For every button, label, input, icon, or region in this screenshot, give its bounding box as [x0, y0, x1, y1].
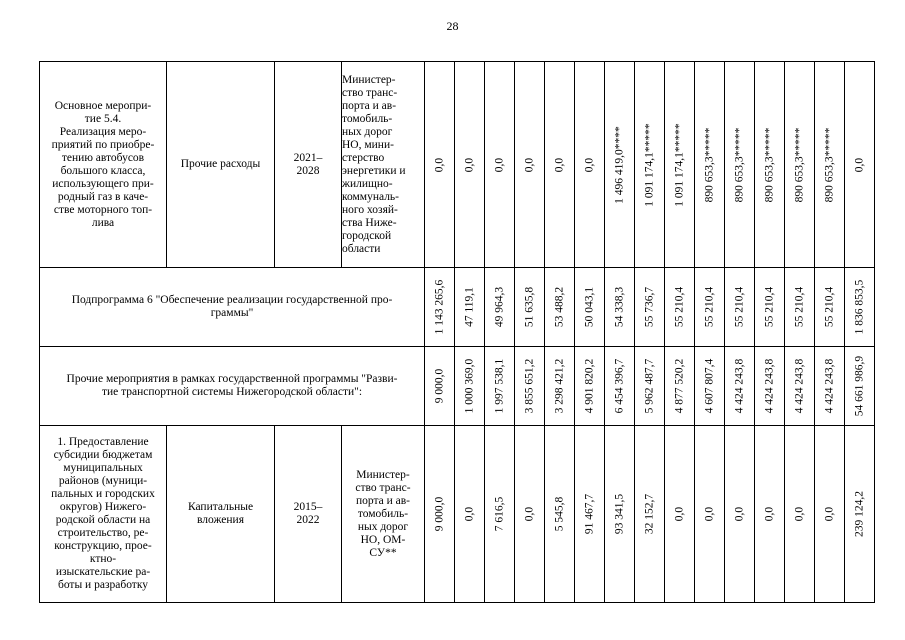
period-cell: 2021– 2028 [275, 62, 342, 268]
value-cell: 32 152,7 [635, 426, 665, 603]
value-cell: 4 877 520,2 [665, 347, 695, 426]
value-cell: 54 338,3 [605, 268, 635, 347]
value-cell: 4 901 820,2 [575, 347, 605, 426]
expense-type-cell: Прочие расходы [167, 62, 275, 268]
table-row [40, 268, 875, 347]
value-cell: 53 488,2 [545, 268, 575, 347]
value-cell: 9 000,0 [425, 347, 455, 426]
expense-type-cell: Капитальные вложения [167, 426, 275, 603]
value-cell: 51 635,8 [515, 268, 545, 347]
value-cell: 3 298 421,2 [545, 347, 575, 426]
value-cell: 1 997 538,1 [485, 347, 515, 426]
value-cell: 0,0 [755, 426, 785, 603]
value-cell: 0,0 [545, 62, 575, 268]
budget-table [39, 61, 875, 603]
value-cell: 0,0 [515, 62, 545, 268]
value-cell: 1 496 419,0**** [605, 62, 635, 268]
value-cell: 54 661 986,9 [845, 347, 875, 426]
value-cell: 49 964,3 [485, 268, 515, 347]
value-cell: 1 091 174,1***** [665, 62, 695, 268]
value-cell: 890 653,3***** [755, 62, 785, 268]
value-cell: 1 836 853,5 [845, 268, 875, 347]
value-cell: 0,0 [815, 426, 845, 603]
value-cell: 6 454 396,7 [605, 347, 635, 426]
value-cell: 0,0 [725, 426, 755, 603]
value-cell: 0,0 [515, 426, 545, 603]
value-cell: 50 043,1 [575, 268, 605, 347]
value-cell: 55 210,4 [665, 268, 695, 347]
value-cell: 0,0 [455, 426, 485, 603]
value-cell: 0,0 [695, 426, 725, 603]
value-cell: 55 210,4 [755, 268, 785, 347]
activity-name-cell: 1. Предоставление субсидии бюджетам муниципальных районов (муници- пальных и городских округов) Нижего- родской области на строительство, ре- конструкцию, прое- ктно- изыскательские ра- боты и разработку [40, 426, 167, 603]
value-cell: 7 616,5 [485, 426, 515, 603]
table-row [40, 62, 875, 268]
value-cell: 0,0 [845, 62, 875, 268]
value-cell: 5 545,8 [545, 426, 575, 603]
value-cell: 47 119,1 [455, 268, 485, 347]
value-cell: 890 653,3***** [785, 62, 815, 268]
value-cell: 55 736,7 [635, 268, 665, 347]
value-cell: 55 210,4 [695, 268, 725, 347]
value-cell: 55 210,4 [815, 268, 845, 347]
page-number: 28 [446, 19, 459, 33]
value-cell: 9 000,0 [425, 426, 455, 603]
subprogram-title-cell: Подпрограмма 6 "Обеспечение реализации государственной про- граммы" [40, 268, 425, 347]
value-cell: 91 467,7 [575, 426, 605, 603]
value-cell: 3 855 651,2 [515, 347, 545, 426]
value-cell: 1 143 265,6 [425, 268, 455, 347]
value-cell: 0,0 [665, 426, 695, 603]
value-cell: 5 962 487,7 [635, 347, 665, 426]
value-cell: 0,0 [575, 62, 605, 268]
value-cell: 1 000 369,0 [455, 347, 485, 426]
period-cell: 2015– 2022 [275, 426, 342, 603]
value-cell: 0,0 [785, 426, 815, 603]
value-cell: 4 424 243,8 [755, 347, 785, 426]
table-row [40, 426, 875, 603]
value-cell: 890 653,3***** [815, 62, 845, 268]
value-cell: 0,0 [455, 62, 485, 268]
value-cell: 55 210,4 [785, 268, 815, 347]
value-cell: 4 607 807,4 [695, 347, 725, 426]
value-cell: 4 424 243,8 [725, 347, 755, 426]
value-cell: 55 210,4 [725, 268, 755, 347]
value-cell: 239 124,2 [845, 426, 875, 603]
responsible-ministry-cell: Министер- ство транс- порта и ав- томобиль- ных дорог НО, мини- стерство энергетики и жилищно- коммуналь- ного хозяй- ства Ниже- городской области [342, 62, 425, 268]
table-row [40, 347, 875, 426]
activity-name-cell: Основное меропри- тие 5.4. Реализация меро- приятий по приобре- тению автобусов большого класса, использующего при- родный газ в каче- стве моторного топ- лива [40, 62, 167, 268]
value-cell: 1 091 174,1***** [635, 62, 665, 268]
value-cell: 890 653,3***** [725, 62, 755, 268]
other-activities-title-cell: Прочие мероприятия в рамках государственной программы "Разви- тие транспортной системы Нижегородской области": [40, 347, 425, 426]
value-cell: 4 424 243,8 [785, 347, 815, 426]
responsible-ministry-cell: Министер- ство транс- порта и ав- томобиль- ных дорог НО, ОМ- СУ** [342, 426, 425, 603]
value-cell: 4 424 243,8 [815, 347, 845, 426]
value-cell: 93 341,5 [605, 426, 635, 603]
value-cell: 890 653,3***** [695, 62, 725, 268]
value-cell: 0,0 [485, 62, 515, 268]
value-cell: 0,0 [425, 62, 455, 268]
